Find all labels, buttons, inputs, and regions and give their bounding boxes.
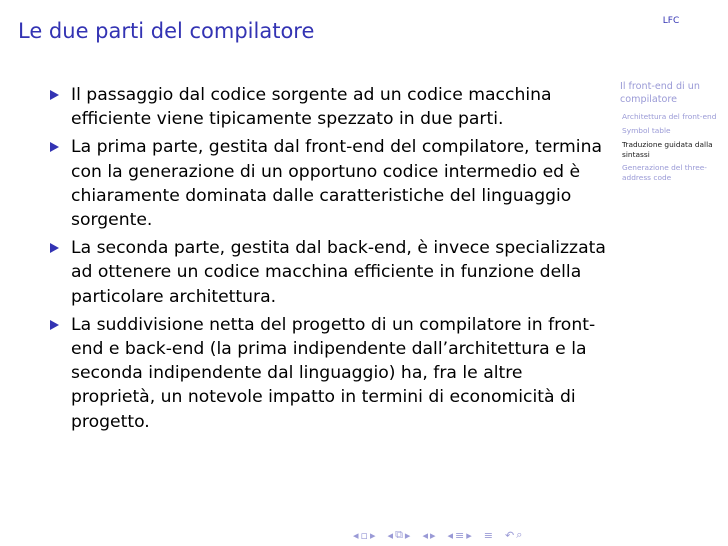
search-icon[interactable]: ⌕ <box>516 528 523 541</box>
align-nav-group <box>483 529 494 542</box>
navigation-bar <box>352 528 533 542</box>
prev-subsection-icon[interactable]: ◂ <box>447 528 454 542</box>
bullet-text: La seconda parte, gestita dal back-end, è invece specializzata ad ottenere un codice macchina efficiente in funzione della particolare architettura. <box>71 238 606 307</box>
bullet-item <box>50 313 610 434</box>
bullet-text: La prima parte, gestita dal front-end del compilatore, termina con la generazione di un opportuno codice intermedio ed è chiaramente dominata dalle caratteristiche del linguaggio sorgente. <box>71 137 602 231</box>
sidebar-title[interactable]: LFC <box>662 16 680 26</box>
sidebar-subsection-symbol-table[interactable]: Symbol table <box>622 126 671 135</box>
prev-slide-icon[interactable]: ◂ <box>387 528 394 542</box>
sidebar <box>614 0 728 546</box>
bullet-item <box>50 135 610 232</box>
bullet-list <box>50 83 610 438</box>
bullet-text: Il passaggio dal codice sorgente ad un codice macchina efficiente viene tipicamente spezzato in due parti. <box>71 85 552 130</box>
subsection-icon[interactable]: ≡ <box>455 528 465 542</box>
sidebar-subsection-architettura[interactable]: Architettura del front-end <box>622 112 717 121</box>
bullet-arrow-icon <box>50 243 59 253</box>
bullet-arrow-icon <box>50 320 59 330</box>
back-icon[interactable]: ↶ <box>505 528 515 542</box>
slide-icon[interactable]: ⧉ <box>395 528 403 541</box>
sidebar-subsection-generazione[interactable]: Generazione del three-address code <box>622 163 707 182</box>
section-icon[interactable]: ▸ <box>429 528 436 542</box>
bullet-item <box>50 236 610 309</box>
subsection-nav-group <box>447 529 473 542</box>
bullet-item <box>50 83 610 131</box>
frame-icon[interactable]: ▫ <box>360 528 368 542</box>
search-nav-group <box>504 528 523 542</box>
sidebar-section-front-end[interactable]: Il front-end di un compilatore <box>620 81 700 105</box>
next-frame-icon[interactable]: ▸ <box>370 528 376 542</box>
bullet-text: La suddivisione netta del progetto di un compilatore in front-end e back-end (la prima indipendente dall’architettura e la seconda indipendente dal linguaggio) ha, fra le altre proprietà, un notevole impatto in termini di economicità di progetto. <box>71 314 596 432</box>
first-frame-icon[interactable]: ◂ <box>353 528 359 542</box>
frame-nav-group <box>352 529 377 542</box>
slide-nav-group <box>387 528 412 542</box>
bullet-arrow-icon <box>50 90 59 100</box>
align-icon[interactable]: ≡ <box>483 528 494 542</box>
next-subsection-icon[interactable]: ▸ <box>466 528 472 542</box>
sidebar-subsection-traduzione[interactable]: Traduzione guidata dalla sintassi <box>622 140 713 159</box>
bullet-arrow-icon <box>50 142 59 152</box>
prev-section-icon[interactable]: ◂ <box>422 528 428 542</box>
next-slide-icon[interactable]: ▸ <box>404 528 411 542</box>
frame-title: Le due parti del compilatore <box>18 19 315 43</box>
section-nav-group <box>421 529 436 542</box>
